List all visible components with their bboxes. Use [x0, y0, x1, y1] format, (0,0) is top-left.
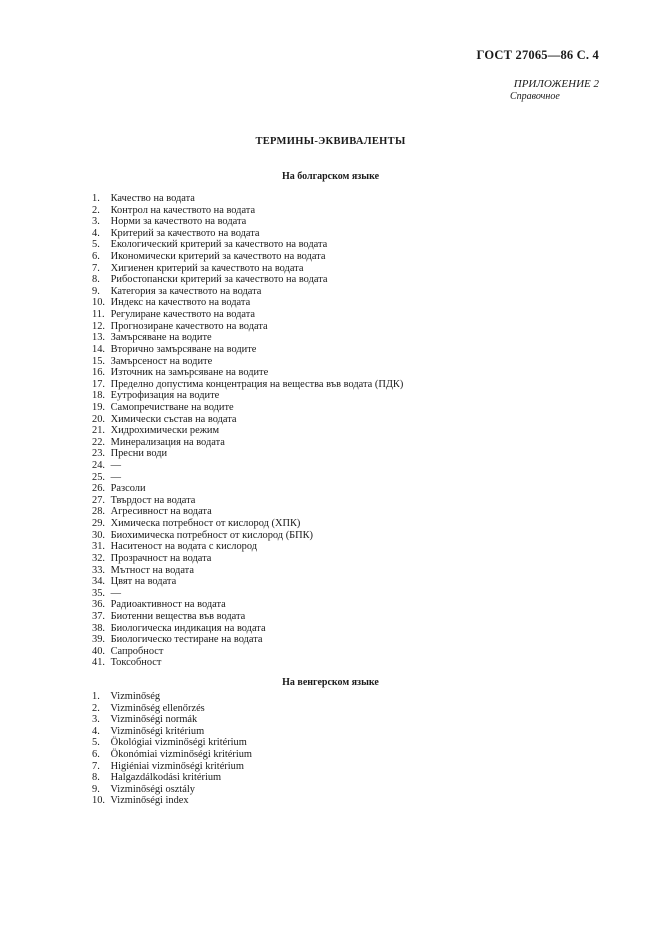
term-text: Прогнозиране качеството на водата — [110, 320, 268, 332]
term-number: 29. — [92, 518, 105, 530]
term-item — [92, 402, 403, 414]
term-number: 2. — [92, 204, 100, 216]
term-item — [92, 251, 403, 263]
term-item — [92, 460, 403, 472]
term-item — [92, 518, 403, 530]
term-text: Икономически критерий за качеството на водата — [110, 251, 326, 263]
appendix-label: ПРИЛОЖЕНИЕ 2 — [513, 78, 599, 90]
term-item — [92, 634, 403, 646]
term-text: Химическа потребност от кислород (ХПК) — [110, 518, 301, 530]
term-text: Биологическо тестиране на водата — [110, 634, 263, 646]
term-number: 21. — [92, 425, 105, 437]
term-item — [92, 772, 252, 784]
term-number: 25. — [92, 471, 105, 483]
term-item — [92, 309, 403, 321]
term-text: Химически състав на водата — [110, 413, 237, 425]
term-text: Биохимическа потребност от кислород (БПК) — [110, 529, 314, 541]
term-number: 15. — [92, 355, 105, 367]
term-item — [92, 332, 403, 344]
term-text: Минерализация на водата — [110, 436, 225, 448]
term-text: Хидрохимически режим — [110, 425, 220, 437]
term-text: Vizminőség ellenőrzés — [110, 702, 205, 714]
term-item — [92, 390, 403, 402]
term-text: Halgazdálkodási kritérium — [110, 772, 222, 784]
term-number: 5. — [92, 737, 100, 749]
term-number: 10. — [92, 795, 105, 807]
term-item — [92, 576, 403, 588]
term-number: 31. — [92, 541, 105, 553]
term-text: — — [110, 460, 121, 472]
term-text: Vizminőségi kritérium — [110, 725, 205, 737]
term-text: Твърдост на водата — [110, 494, 196, 506]
term-text: Ökonómiai vizminőségi kritérium — [110, 749, 253, 761]
term-number: 14. — [92, 343, 105, 355]
term-text: Еутрофизация на водите — [110, 390, 220, 402]
term-list-bulgarian — [92, 193, 403, 669]
term-text: Цвят на водата — [110, 576, 177, 588]
term-text: Vizminőség — [110, 691, 161, 702]
term-number: 27. — [92, 494, 105, 506]
term-text: Категория за качеството на водата — [110, 285, 262, 297]
term-number: 8. — [92, 772, 100, 784]
term-item — [92, 749, 252, 761]
term-text: Радиоактивност на водата — [110, 599, 226, 611]
term-item — [92, 274, 403, 286]
term-number: 35. — [92, 587, 105, 599]
term-item — [92, 239, 403, 251]
term-text: Мътност на водата — [110, 564, 194, 576]
term-text: Агресивност на водата — [110, 506, 212, 518]
term-number: 17. — [92, 378, 105, 390]
term-number: 33. — [92, 564, 105, 576]
term-number: 7. — [92, 760, 100, 772]
term-text: Рибостопански критерий за качеството на водата — [110, 274, 328, 286]
term-item — [92, 356, 403, 368]
term-item — [92, 472, 403, 484]
term-item — [92, 657, 403, 669]
term-text: Vizminőségi normák — [110, 714, 198, 726]
term-text: Токсобност — [110, 657, 162, 669]
term-number: 13. — [92, 332, 105, 344]
term-number: 20. — [92, 413, 105, 425]
term-number: 9. — [92, 285, 100, 297]
term-text: Качество на водата — [110, 193, 195, 204]
term-number: 37. — [92, 610, 105, 622]
term-item — [92, 703, 252, 715]
term-number: 30. — [92, 529, 105, 541]
term-number: 26. — [92, 483, 105, 495]
term-text: Екологический критерий за качеството на водата — [110, 239, 328, 251]
term-text: Вторично замърсяване на водите — [110, 343, 257, 355]
term-text: Наситеност на водата с кислород — [110, 541, 258, 553]
term-item — [92, 611, 403, 623]
term-number: 7. — [92, 262, 100, 274]
term-number: 1. — [92, 193, 100, 204]
term-item — [92, 726, 252, 738]
term-item — [92, 588, 403, 600]
term-number: 40. — [92, 645, 105, 657]
section-heading-bulgarian: На болгарском языке — [281, 171, 380, 182]
term-text: Самопречистване на водите — [110, 401, 234, 413]
term-number: 3. — [92, 714, 100, 726]
term-item — [92, 761, 252, 773]
term-number: 34. — [92, 576, 105, 588]
term-item — [92, 344, 403, 356]
term-text: Замърсяване на водите — [110, 332, 212, 344]
term-item — [92, 367, 403, 379]
term-text: Higiéniai vizminőségi kritérium — [110, 760, 244, 772]
term-item — [92, 691, 252, 703]
term-item — [92, 205, 403, 217]
term-text: Индекс на качеството на водата — [110, 297, 251, 309]
term-text: Пресни води — [110, 448, 168, 460]
term-text: Регулиране качеството на водата — [110, 309, 256, 321]
term-number: 8. — [92, 274, 100, 286]
term-item — [92, 737, 252, 749]
term-number: 32. — [92, 552, 105, 564]
term-text: — — [110, 471, 121, 483]
term-item — [92, 784, 252, 796]
appendix-note: Справочное — [510, 91, 560, 102]
term-number: 10. — [92, 297, 105, 309]
term-item — [92, 553, 403, 565]
term-number: 23. — [92, 448, 105, 460]
term-number: 41. — [92, 657, 105, 669]
term-item — [92, 437, 403, 449]
term-number: 3. — [92, 216, 100, 228]
term-item — [92, 448, 403, 460]
term-text: Ökológiai vizminőségi kritérium — [110, 737, 247, 749]
term-item — [92, 623, 403, 635]
term-item — [92, 646, 403, 658]
term-text: Биологическа индикация на водата — [110, 622, 266, 634]
section-heading-hungarian: На венгерском языке — [282, 677, 379, 688]
term-text: Източник на замърсяване на водите — [110, 367, 269, 379]
term-item — [92, 297, 403, 309]
term-text: Сапробност — [110, 645, 164, 657]
term-number: 4. — [92, 725, 100, 737]
term-text: Замърсеност на водите — [110, 355, 213, 367]
term-number: 38. — [92, 622, 105, 634]
term-number: 39. — [92, 634, 105, 646]
term-item — [92, 541, 403, 553]
term-item — [92, 425, 403, 437]
term-list-hungarian — [92, 691, 252, 807]
term-item — [92, 495, 403, 507]
term-text: Vizminőségi index — [110, 795, 189, 807]
term-text: Критерий за качеството на водата — [110, 227, 260, 239]
term-item — [92, 565, 403, 577]
term-number: 12. — [92, 320, 105, 332]
term-number: 22. — [92, 436, 105, 448]
term-item — [92, 321, 403, 333]
term-text: Биотенни вещества във водата — [110, 610, 246, 622]
term-item — [92, 506, 403, 518]
page-title: ТЕРМИНЫ-ЭКВИВАЛЕНТЫ — [255, 136, 406, 147]
term-number: 6. — [92, 251, 100, 263]
term-item — [92, 483, 403, 495]
term-item — [92, 599, 403, 611]
term-number: 19. — [92, 401, 105, 413]
term-text: Контрол на качеството на водата — [110, 204, 256, 216]
term-text: Пределно допустима концентрация на вещества във водата (ПДК) — [110, 378, 404, 390]
term-item — [92, 795, 252, 807]
term-number: 28. — [92, 506, 105, 518]
term-text: — — [110, 587, 121, 599]
term-item — [92, 263, 403, 275]
term-number: 16. — [92, 367, 105, 379]
term-item — [92, 414, 403, 426]
term-item — [92, 530, 403, 542]
term-number: 5. — [92, 239, 100, 251]
term-text: Прозрачност на водата — [110, 552, 212, 564]
standard-code-header: ГОСТ 27065—86 С. 4 — [476, 48, 599, 62]
term-text: Vizminőségi osztály — [110, 783, 195, 795]
term-number: 9. — [92, 783, 100, 795]
term-number: 6. — [92, 749, 100, 761]
term-text: Хигиенен критерий за качеството на водата — [110, 262, 304, 274]
term-number: 36. — [92, 599, 105, 611]
term-item — [92, 193, 403, 205]
term-text: Разсоли — [110, 483, 146, 495]
term-text: Норми за качеството на водата — [110, 216, 247, 228]
term-item — [92, 228, 403, 240]
term-number: 18. — [92, 390, 105, 402]
term-item — [92, 286, 403, 298]
term-number: 11. — [92, 309, 105, 321]
term-number: 24. — [92, 460, 105, 472]
term-item — [92, 379, 403, 391]
term-number: 2. — [92, 702, 100, 714]
term-item — [92, 714, 252, 726]
term-item — [92, 216, 403, 228]
term-number: 4. — [92, 227, 100, 239]
term-number: 1. — [92, 691, 100, 702]
